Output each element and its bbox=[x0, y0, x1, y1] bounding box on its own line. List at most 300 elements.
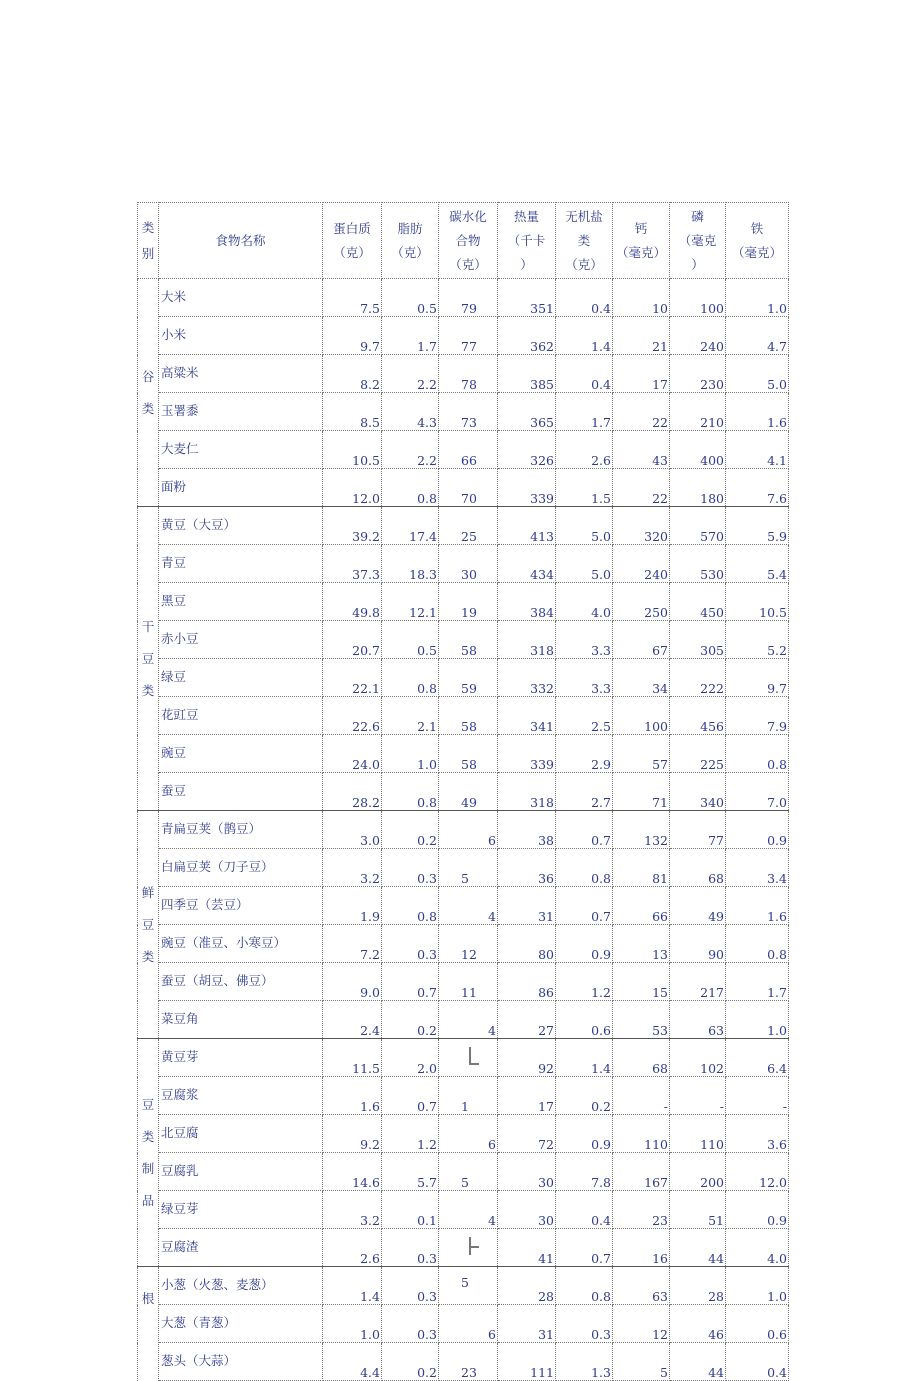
mineral-cell: 2.6 bbox=[556, 431, 613, 469]
food-name-cell: 大米 bbox=[159, 279, 323, 317]
food-name-cell: 北豆腐 bbox=[159, 1115, 323, 1153]
calcium-cell: 17 bbox=[613, 355, 670, 393]
iron-cell: 1.0 bbox=[726, 1001, 789, 1039]
iron-cell: 10.5 bbox=[726, 583, 789, 621]
energy-cell: 339 bbox=[498, 735, 556, 773]
calcium-cell: 66 bbox=[613, 887, 670, 925]
mineral-cell: 2.9 bbox=[556, 735, 613, 773]
iron-cell: 1.7 bbox=[726, 963, 789, 1001]
calcium-cell: 15 bbox=[613, 963, 670, 1001]
food-name-cell: 黄豆芽 bbox=[159, 1039, 323, 1077]
table-row bbox=[138, 583, 789, 621]
fat-cell: 12.1 bbox=[382, 583, 439, 621]
table-row bbox=[138, 355, 789, 393]
category-cell: 鲜豆类 bbox=[138, 811, 159, 1039]
iron-cell: 4.1 bbox=[726, 431, 789, 469]
energy-cell: 92 bbox=[498, 1039, 556, 1077]
calcium-cell: 67 bbox=[613, 621, 670, 659]
category-cell: 豆类制品 bbox=[138, 1039, 159, 1267]
calcium-cell: 12 bbox=[613, 1305, 670, 1343]
mineral-cell: 0.9 bbox=[556, 925, 613, 963]
carb-cell: 5 bbox=[439, 849, 498, 887]
carb-cell: 6 bbox=[439, 1305, 498, 1343]
energy-cell: 341 bbox=[498, 697, 556, 735]
fat-cell: 0.8 bbox=[382, 659, 439, 697]
energy-cell: 332 bbox=[498, 659, 556, 697]
table-row bbox=[138, 393, 789, 431]
food-name-cell: 青豆 bbox=[159, 545, 323, 583]
calcium-cell: 13 bbox=[613, 925, 670, 963]
category-cell: 干豆类 bbox=[138, 507, 159, 811]
header-energy: 热量 （千卡 ） bbox=[498, 203, 556, 279]
protein-cell: 24.0 bbox=[323, 735, 382, 773]
carb-cell: 25 bbox=[439, 507, 498, 545]
energy-cell: 31 bbox=[498, 1305, 556, 1343]
carb-cell: 6 bbox=[439, 1115, 498, 1153]
iron-cell: 1.0 bbox=[726, 1267, 789, 1305]
food-name-cell: 蚕豆 bbox=[159, 773, 323, 811]
food-name-cell: 菜豆角 bbox=[159, 1001, 323, 1039]
table-row bbox=[138, 849, 789, 887]
protein-cell: 2.4 bbox=[323, 1001, 382, 1039]
carb-cell: 6 bbox=[439, 811, 498, 849]
table-row bbox=[138, 279, 789, 317]
energy-cell: 30 bbox=[498, 1153, 556, 1191]
mineral-cell: 5.0 bbox=[556, 545, 613, 583]
protein-cell: 37.3 bbox=[323, 545, 382, 583]
iron-cell: 0.9 bbox=[726, 1191, 789, 1229]
carb-cell: 70 bbox=[439, 469, 498, 507]
carb-cell bbox=[439, 1039, 498, 1077]
calcium-cell: 320 bbox=[613, 507, 670, 545]
carb-cell: 19 bbox=[439, 583, 498, 621]
food-name-cell: 豆腐渣 bbox=[159, 1229, 323, 1267]
phosphorus-cell: 217 bbox=[670, 963, 726, 1001]
energy-cell: 362 bbox=[498, 317, 556, 355]
phosphorus-cell: 530 bbox=[670, 545, 726, 583]
phosphorus-cell: - bbox=[670, 1077, 726, 1115]
phosphorus-cell: 305 bbox=[670, 621, 726, 659]
iron-cell: 0.9 bbox=[726, 811, 789, 849]
calcium-cell: 5 bbox=[613, 1343, 670, 1381]
calcium-cell: 43 bbox=[613, 431, 670, 469]
calcium-cell: - bbox=[613, 1077, 670, 1115]
protein-cell: 3.2 bbox=[323, 1191, 382, 1229]
food-name-cell: 赤小豆 bbox=[159, 621, 323, 659]
phosphorus-cell: 450 bbox=[670, 583, 726, 621]
protein-cell: 20.7 bbox=[323, 621, 382, 659]
calcium-cell: 63 bbox=[613, 1267, 670, 1305]
iron-cell: 12.0 bbox=[726, 1153, 789, 1191]
table-row bbox=[138, 697, 789, 735]
header-row bbox=[138, 203, 789, 279]
protein-cell: 1.4 bbox=[323, 1267, 382, 1305]
table-row bbox=[138, 1001, 789, 1039]
energy-cell: 27 bbox=[498, 1001, 556, 1039]
fat-cell: 4.3 bbox=[382, 393, 439, 431]
iron-cell: 5.9 bbox=[726, 507, 789, 545]
carb-cell: 11 bbox=[439, 963, 498, 1001]
food-name-cell: 小葱（火葱、麦葱） bbox=[159, 1267, 323, 1305]
food-name-cell: 大麦仁 bbox=[159, 431, 323, 469]
calcium-cell: 53 bbox=[613, 1001, 670, 1039]
phosphorus-cell: 340 bbox=[670, 773, 726, 811]
header-carb: 碳水化 合物 （克） bbox=[439, 203, 498, 279]
calcium-cell: 71 bbox=[613, 773, 670, 811]
energy-cell: 80 bbox=[498, 925, 556, 963]
header-category: 类别 bbox=[138, 203, 159, 279]
protein-cell: 1.6 bbox=[323, 1077, 382, 1115]
iron-cell: 1.6 bbox=[726, 393, 789, 431]
iron-cell: 1.0 bbox=[726, 279, 789, 317]
fat-cell: 0.2 bbox=[382, 1001, 439, 1039]
fat-cell: 0.8 bbox=[382, 773, 439, 811]
phosphorus-cell: 51 bbox=[670, 1191, 726, 1229]
mineral-cell: 1.5 bbox=[556, 469, 613, 507]
mineral-cell: 5.0 bbox=[556, 507, 613, 545]
energy-cell: 111 bbox=[498, 1343, 556, 1381]
table-row bbox=[138, 545, 789, 583]
carb-cell: 58 bbox=[439, 735, 498, 773]
fat-cell: 0.8 bbox=[382, 469, 439, 507]
mineral-cell: 0.6 bbox=[556, 1001, 613, 1039]
table-row bbox=[138, 963, 789, 1001]
iron-cell: 9.7 bbox=[726, 659, 789, 697]
carb-cell: 5 bbox=[439, 1153, 498, 1191]
food-name-cell: 小米 bbox=[159, 317, 323, 355]
energy-cell: 318 bbox=[498, 773, 556, 811]
food-name-cell: 蚕豆（胡豆、佛豆） bbox=[159, 963, 323, 1001]
iron-cell: 4.0 bbox=[726, 1229, 789, 1267]
table-row bbox=[138, 1039, 789, 1077]
table-body bbox=[138, 279, 789, 1381]
food-name-cell: 豆腐浆 bbox=[159, 1077, 323, 1115]
nutrition-table-wrapper bbox=[137, 202, 788, 1381]
carb-cell: 59 bbox=[439, 659, 498, 697]
calcium-cell: 16 bbox=[613, 1229, 670, 1267]
protein-cell: 11.5 bbox=[323, 1039, 382, 1077]
iron-cell: 7.9 bbox=[726, 697, 789, 735]
table-row bbox=[138, 621, 789, 659]
mineral-cell: 0.4 bbox=[556, 355, 613, 393]
iron-cell: 5.0 bbox=[726, 355, 789, 393]
header-mineral: 无机盐 类 （克） bbox=[556, 203, 613, 279]
mineral-cell: 2.7 bbox=[556, 773, 613, 811]
calcium-cell: 132 bbox=[613, 811, 670, 849]
food-name-cell: 黄豆（大豆） bbox=[159, 507, 323, 545]
food-name-cell: 豌豆 bbox=[159, 735, 323, 773]
fat-cell: 1.2 bbox=[382, 1115, 439, 1153]
header-iron: 铁 （毫克） bbox=[726, 203, 789, 279]
calcium-cell: 22 bbox=[613, 393, 670, 431]
protein-cell: 3.2 bbox=[323, 849, 382, 887]
carb-cell: 78 bbox=[439, 355, 498, 393]
table-row bbox=[138, 431, 789, 469]
nutrition-table bbox=[137, 202, 789, 1381]
iron-cell: 5.4 bbox=[726, 545, 789, 583]
energy-cell: 434 bbox=[498, 545, 556, 583]
protein-cell: 28.2 bbox=[323, 773, 382, 811]
fat-cell: 0.3 bbox=[382, 1305, 439, 1343]
mineral-cell: 1.4 bbox=[556, 1039, 613, 1077]
iron-cell: 3.4 bbox=[726, 849, 789, 887]
iron-cell: 0.8 bbox=[726, 925, 789, 963]
mineral-cell: 7.8 bbox=[556, 1153, 613, 1191]
calcium-cell: 167 bbox=[613, 1153, 670, 1191]
protein-cell: 4.4 bbox=[323, 1343, 382, 1381]
phosphorus-cell: 225 bbox=[670, 735, 726, 773]
energy-cell: 385 bbox=[498, 355, 556, 393]
energy-cell: 17 bbox=[498, 1077, 556, 1115]
phosphorus-cell: 49 bbox=[670, 887, 726, 925]
energy-cell: 339 bbox=[498, 469, 556, 507]
carb-cell: 4 bbox=[439, 1191, 498, 1229]
iron-cell: 0.6 bbox=[726, 1305, 789, 1343]
fat-cell: 1.7 bbox=[382, 317, 439, 355]
mineral-cell: 0.7 bbox=[556, 887, 613, 925]
carb-cell: 73 bbox=[439, 393, 498, 431]
fat-cell: 0.3 bbox=[382, 849, 439, 887]
fat-cell: 0.7 bbox=[382, 1077, 439, 1115]
food-name-cell: 玉署黍 bbox=[159, 393, 323, 431]
phosphorus-cell: 44 bbox=[670, 1343, 726, 1381]
fat-cell: 0.2 bbox=[382, 1343, 439, 1381]
food-name-cell: 绿豆 bbox=[159, 659, 323, 697]
fat-cell: 2.2 bbox=[382, 431, 439, 469]
header-protein: 蛋白质 （克） bbox=[323, 203, 382, 279]
protein-cell: 12.0 bbox=[323, 469, 382, 507]
calcium-cell: 100 bbox=[613, 697, 670, 735]
carb-cell: 4 bbox=[439, 887, 498, 925]
fat-cell: 0.8 bbox=[382, 887, 439, 925]
food-name-cell: 绿豆芽 bbox=[159, 1191, 323, 1229]
carb-cell: 1 bbox=[439, 1077, 498, 1115]
protein-cell: 22.6 bbox=[323, 697, 382, 735]
protein-cell: 2.6 bbox=[323, 1229, 382, 1267]
header-food-name: 食物名称 bbox=[159, 203, 323, 279]
phosphorus-cell: 63 bbox=[670, 1001, 726, 1039]
carb-cell: 4 bbox=[439, 1001, 498, 1039]
protein-cell: 8.2 bbox=[323, 355, 382, 393]
protein-cell: 39.2 bbox=[323, 507, 382, 545]
calcium-cell: 22 bbox=[613, 469, 670, 507]
bracket-mark bbox=[459, 1047, 479, 1065]
carb-cell: 58 bbox=[439, 697, 498, 735]
table-row bbox=[138, 773, 789, 811]
protein-cell: 49.8 bbox=[323, 583, 382, 621]
fat-cell: 5.7 bbox=[382, 1153, 439, 1191]
mineral-cell: 3.3 bbox=[556, 659, 613, 697]
phosphorus-cell: 222 bbox=[670, 659, 726, 697]
iron-cell: 0.4 bbox=[726, 1343, 789, 1381]
mineral-cell: 0.4 bbox=[556, 279, 613, 317]
calcium-cell: 57 bbox=[613, 735, 670, 773]
table-row bbox=[138, 469, 789, 507]
energy-cell: 365 bbox=[498, 393, 556, 431]
mineral-cell: 0.8 bbox=[556, 849, 613, 887]
iron-cell: - bbox=[726, 1077, 789, 1115]
energy-cell: 384 bbox=[498, 583, 556, 621]
carb-cell: 5 bbox=[439, 1267, 498, 1305]
phosphorus-cell: 210 bbox=[670, 393, 726, 431]
fat-cell: 18.3 bbox=[382, 545, 439, 583]
food-name-cell: 四季豆（芸豆） bbox=[159, 887, 323, 925]
mineral-cell: 1.3 bbox=[556, 1343, 613, 1381]
phosphorus-cell: 68 bbox=[670, 849, 726, 887]
table-row bbox=[138, 1191, 789, 1229]
carb-cell: 23 bbox=[439, 1343, 498, 1381]
mineral-cell: 1.7 bbox=[556, 393, 613, 431]
mineral-cell: 0.2 bbox=[556, 1077, 613, 1115]
iron-cell: 5.2 bbox=[726, 621, 789, 659]
protein-cell: 7.2 bbox=[323, 925, 382, 963]
fat-cell: 2.1 bbox=[382, 697, 439, 735]
iron-cell: 4.7 bbox=[726, 317, 789, 355]
header-fat: 脂肪 （克） bbox=[382, 203, 439, 279]
table-row bbox=[138, 317, 789, 355]
energy-cell: 72 bbox=[498, 1115, 556, 1153]
phosphorus-cell: 44 bbox=[670, 1229, 726, 1267]
food-name-cell: 花豇豆 bbox=[159, 697, 323, 735]
mineral-cell: 0.9 bbox=[556, 1115, 613, 1153]
calcium-cell: 34 bbox=[613, 659, 670, 697]
protein-cell: 9.0 bbox=[323, 963, 382, 1001]
energy-cell: 86 bbox=[498, 963, 556, 1001]
iron-cell: 7.6 bbox=[726, 469, 789, 507]
phosphorus-cell: 100 bbox=[670, 279, 726, 317]
food-name-cell: 黑豆 bbox=[159, 583, 323, 621]
table-row bbox=[138, 1153, 789, 1191]
fat-cell: 1.0 bbox=[382, 735, 439, 773]
calcium-cell: 21 bbox=[613, 317, 670, 355]
table-row bbox=[138, 1229, 789, 1267]
mineral-cell: 0.3 bbox=[556, 1305, 613, 1343]
calcium-cell: 110 bbox=[613, 1115, 670, 1153]
bracket-mark bbox=[459, 1237, 479, 1255]
fat-cell: 0.2 bbox=[382, 811, 439, 849]
mineral-cell: 0.4 bbox=[556, 1191, 613, 1229]
mineral-cell: 4.0 bbox=[556, 583, 613, 621]
fat-cell: 0.3 bbox=[382, 1267, 439, 1305]
protein-cell: 3.0 bbox=[323, 811, 382, 849]
fat-cell: 0.1 bbox=[382, 1191, 439, 1229]
fat-cell: 0.3 bbox=[382, 1229, 439, 1267]
fat-cell: 0.7 bbox=[382, 963, 439, 1001]
table-row bbox=[138, 659, 789, 697]
phosphorus-cell: 230 bbox=[670, 355, 726, 393]
energy-cell: 28 bbox=[498, 1267, 556, 1305]
table-row bbox=[138, 1343, 789, 1381]
food-name-cell: 白扁豆荚（刀子豆） bbox=[159, 849, 323, 887]
energy-cell: 38 bbox=[498, 811, 556, 849]
mineral-cell: 0.8 bbox=[556, 1267, 613, 1305]
phosphorus-cell: 110 bbox=[670, 1115, 726, 1153]
carb-cell: 58 bbox=[439, 621, 498, 659]
header-phosphorus: 磷 （毫克 ） bbox=[670, 203, 726, 279]
table-row bbox=[138, 507, 789, 545]
phosphorus-cell: 400 bbox=[670, 431, 726, 469]
table-row bbox=[138, 1077, 789, 1115]
fat-cell: 0.3 bbox=[382, 925, 439, 963]
mineral-cell: 0.7 bbox=[556, 811, 613, 849]
table-row bbox=[138, 1305, 789, 1343]
carb-cell: 66 bbox=[439, 431, 498, 469]
fat-cell: 17.4 bbox=[382, 507, 439, 545]
protein-cell: 10.5 bbox=[323, 431, 382, 469]
phosphorus-cell: 46 bbox=[670, 1305, 726, 1343]
table-row bbox=[138, 1267, 789, 1305]
table-row bbox=[138, 735, 789, 773]
phosphorus-cell: 240 bbox=[670, 317, 726, 355]
table-row bbox=[138, 925, 789, 963]
iron-cell: 6.4 bbox=[726, 1039, 789, 1077]
table-row bbox=[138, 1115, 789, 1153]
phosphorus-cell: 28 bbox=[670, 1267, 726, 1305]
protein-cell: 8.5 bbox=[323, 393, 382, 431]
energy-cell: 318 bbox=[498, 621, 556, 659]
phosphorus-cell: 180 bbox=[670, 469, 726, 507]
energy-cell: 31 bbox=[498, 887, 556, 925]
carb-cell: 30 bbox=[439, 545, 498, 583]
phosphorus-cell: 200 bbox=[670, 1153, 726, 1191]
iron-cell: 3.6 bbox=[726, 1115, 789, 1153]
protein-cell: 14.6 bbox=[323, 1153, 382, 1191]
phosphorus-cell: 456 bbox=[670, 697, 726, 735]
food-name-cell: 豌豆（准豆、小寒豆） bbox=[159, 925, 323, 963]
energy-cell: 36 bbox=[498, 849, 556, 887]
food-name-cell: 青扁豆荚（鹊豆） bbox=[159, 811, 323, 849]
protein-cell: 9.2 bbox=[323, 1115, 382, 1153]
energy-cell: 413 bbox=[498, 507, 556, 545]
protein-cell: 22.1 bbox=[323, 659, 382, 697]
protein-cell: 9.7 bbox=[323, 317, 382, 355]
iron-cell: 0.8 bbox=[726, 735, 789, 773]
calcium-cell: 240 bbox=[613, 545, 670, 583]
mineral-cell: 3.3 bbox=[556, 621, 613, 659]
mineral-cell: 1.2 bbox=[556, 963, 613, 1001]
calcium-cell: 68 bbox=[613, 1039, 670, 1077]
fat-cell: 2.0 bbox=[382, 1039, 439, 1077]
carb-cell: 79 bbox=[439, 279, 498, 317]
iron-cell: 7.0 bbox=[726, 773, 789, 811]
calcium-cell: 250 bbox=[613, 583, 670, 621]
phosphorus-cell: 570 bbox=[670, 507, 726, 545]
mineral-cell: 1.4 bbox=[556, 317, 613, 355]
iron-cell: 1.6 bbox=[726, 887, 789, 925]
food-name-cell: 面粉 bbox=[159, 469, 323, 507]
energy-cell: 30 bbox=[498, 1191, 556, 1229]
energy-cell: 41 bbox=[498, 1229, 556, 1267]
carb-cell bbox=[439, 1229, 498, 1267]
calcium-cell: 81 bbox=[613, 849, 670, 887]
carb-cell: 12 bbox=[439, 925, 498, 963]
header-calcium: 钙 （毫克） bbox=[613, 203, 670, 279]
fat-cell: 0.5 bbox=[382, 279, 439, 317]
fat-cell: 0.5 bbox=[382, 621, 439, 659]
mineral-cell: 2.5 bbox=[556, 697, 613, 735]
energy-cell: 351 bbox=[498, 279, 556, 317]
carb-cell: 77 bbox=[439, 317, 498, 355]
mineral-cell: 0.7 bbox=[556, 1229, 613, 1267]
energy-cell: 326 bbox=[498, 431, 556, 469]
food-name-cell: 大葱（青葱） bbox=[159, 1305, 323, 1343]
food-name-cell: 豆腐乳 bbox=[159, 1153, 323, 1191]
food-name-cell: 高粱米 bbox=[159, 355, 323, 393]
phosphorus-cell: 77 bbox=[670, 811, 726, 849]
protein-cell: 7.5 bbox=[323, 279, 382, 317]
calcium-cell: 10 bbox=[613, 279, 670, 317]
category-cell: 根 bbox=[138, 1267, 159, 1381]
